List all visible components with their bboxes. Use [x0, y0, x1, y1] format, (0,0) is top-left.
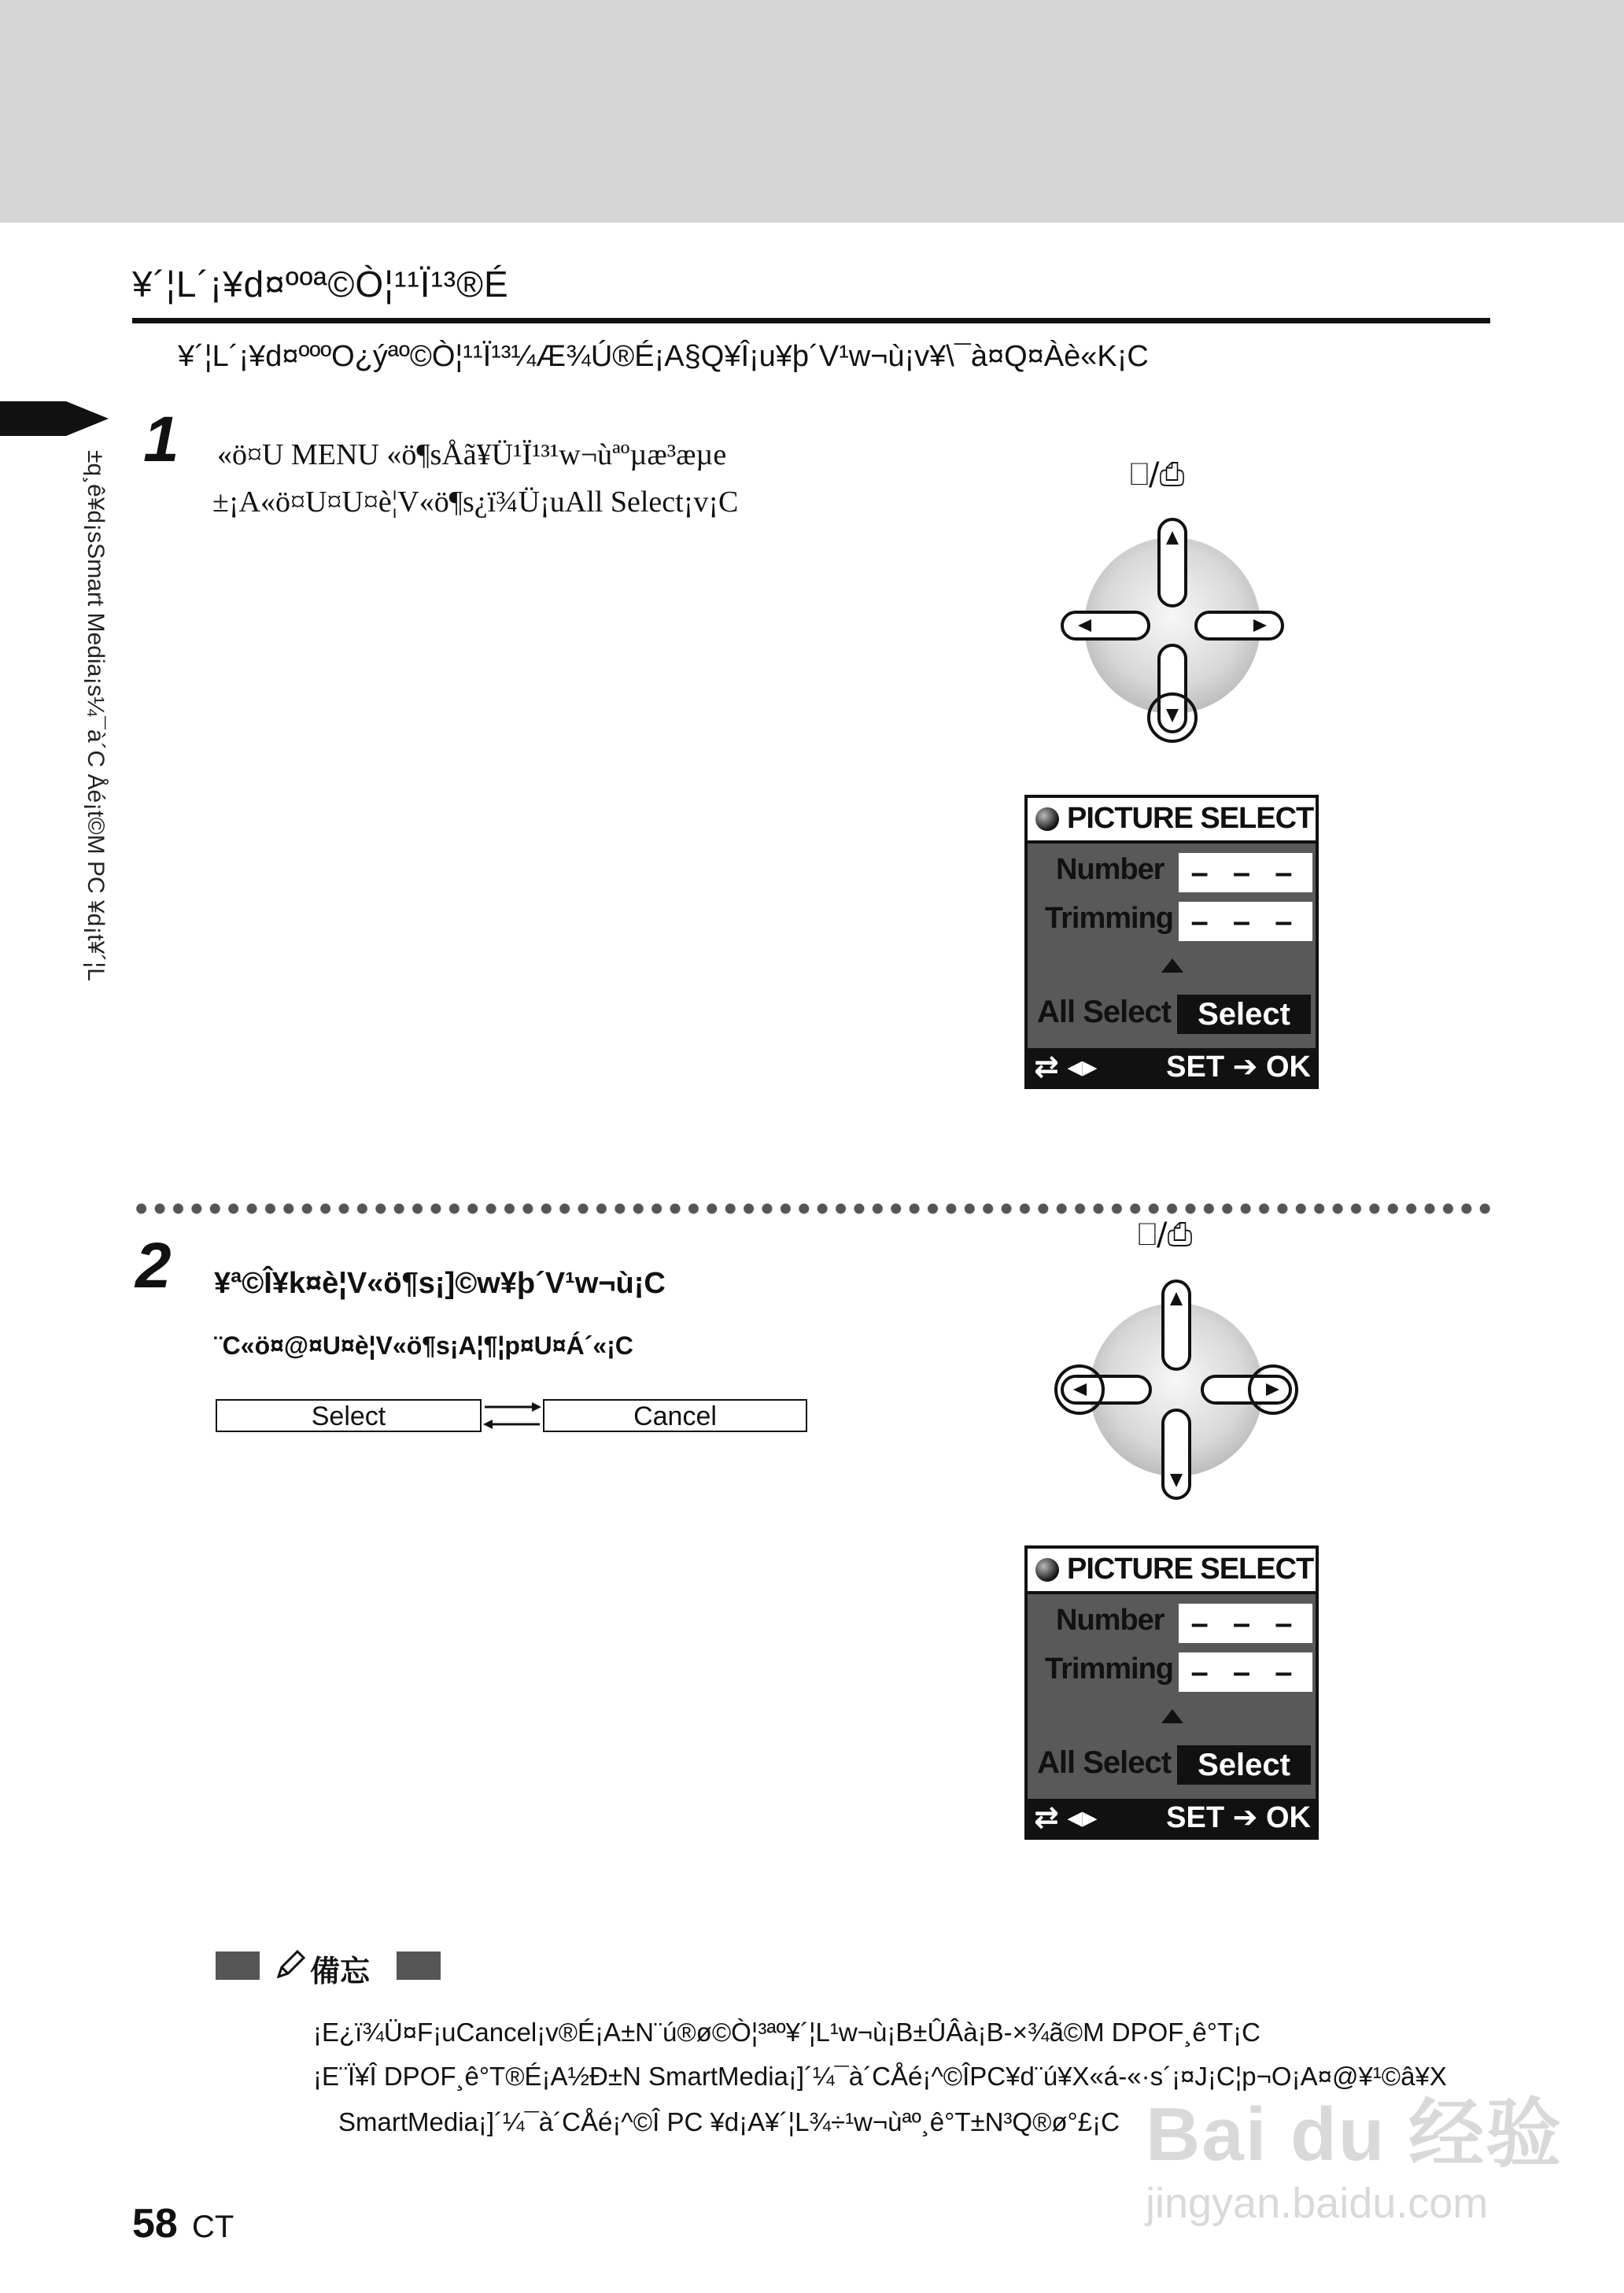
memo-line-2: ¡E¨Ï¥Î DPOF¸ê°T®É¡A½Ð±N SmartMedia¡]´¼¯à´CÅé¡^©ÎPC¥d¨ú¥X«á-«·s´¡¤J¡C¦p¬O¡A¤@¥¹©â¥X [313, 2062, 1447, 2091]
lcd-trimming-label: Trimming [1045, 902, 1174, 935]
lcd-select-button: Select [1177, 1745, 1311, 1785]
lcd-select-button: Select [1177, 995, 1311, 1034]
lcd-footer: ⇄ ◂▸ SET ➔ OK [1028, 1048, 1316, 1086]
lcd-trimming-value: – – – [1179, 1652, 1312, 1692]
step-2-number: 2 [135, 1230, 172, 1302]
chapter-label-text: ±q¸ê¥d¡sSmart Media¡s¼¯à´C Åé¡t©M PC ¥d¡t¥´¦L [83, 450, 109, 981]
section-divider [132, 1202, 1492, 1215]
step-2-line-2: ¨C«ö¤@¤U¤è¦V«ö¶s¡A¦¶¦p¤U¤Á´«¡C [214, 1331, 633, 1360]
lcd-all-select: All Select [1037, 1745, 1172, 1780]
up-arrow-icon [1161, 1709, 1183, 1723]
chapter-label [77, 450, 109, 1032]
playback-print-mode-icon: ⎕/⎙ [1130, 456, 1185, 493]
memo-line-3: SmartMedia¡]´¼¯à´CÅé¡^©Î PC ¥d¡A¥´¦L¾÷¹w¬ùªº¸ê°T±N³Q®ø°£¡C [338, 2107, 1120, 2136]
playback-print-mode-icon: ⎕/⎙ [1138, 1217, 1193, 1253]
pencil-icon [272, 1947, 307, 1983]
flow-cancel-box: Cancel [543, 1399, 807, 1432]
lcd-header: PICTURE SELECT [1028, 798, 1316, 844]
lcd-footer: ⇄ ◂▸ SET ➔ OK [1028, 1799, 1316, 1837]
intro-text: ¥´¦L´¡¥d¤ºººO¿ýªº©Ò¦¹¹Ï¹³¼Æ¾Ú®É¡A§Q¥Î¡u¥þ´V¹w¬ù¡v¥\¯à¤Q¤Àè«K¡C [178, 340, 1149, 373]
page-number: 58 [132, 2201, 178, 2247]
memo-label: 備忘 [310, 1955, 371, 1988]
flow-select-box: Select [216, 1399, 482, 1432]
step-1-number: 1 [143, 404, 179, 475]
lcd-number-label: Number [1056, 853, 1164, 886]
lcd-picture-select-2 [1024, 1545, 1319, 1840]
lcd-trimming-value: – – – [1179, 902, 1312, 941]
step-1-line-1: «ö¤U MENU «ö¶sÅã¥Ü¹Ï¹³¹w¬ùªºµæ³æµe [217, 438, 727, 471]
watermark-logo: Bai du 经验 [1146, 2092, 1563, 2177]
dpad-down-diagram [1054, 511, 1290, 755]
dpad-left-right-diagram [1046, 1273, 1306, 1509]
lcd-number-value: – – – [1179, 1604, 1312, 1643]
step-1-line-2: ±¡A«ö¤U¤U¤è¦V«ö¶s¿ï¾Ü¡uAll Select¡v¡C [212, 486, 739, 519]
toggle-arrows-icon [482, 1396, 543, 1435]
lcd-trimming-label: Trimming [1045, 1652, 1174, 1686]
lcd-bullet-icon [1035, 1558, 1059, 1582]
baidu-watermark [1146, 2074, 1563, 2232]
lcd-header: PICTURE SELECT [1028, 1549, 1316, 1594]
lcd-number-value: – – – [1179, 853, 1312, 892]
lcd-number-label: Number [1056, 1604, 1164, 1637]
memo-line-1: ¡E¿ï¾Ü¤F¡uCancel¡v®É¡A±N¨ú®ø©Ò¦³ªº¥´¦L¹w¬ù¡B±ÛÂà¡B-×¾ã©M DPOF¸ê°T¡C [313, 2018, 1260, 2047]
title-rule [132, 318, 1490, 323]
lcd-bullet-icon [1035, 807, 1059, 831]
up-arrow-icon [1161, 958, 1183, 973]
watermark-url: jingyan.baidu.com [1146, 2180, 1489, 2227]
page-title: ¥´¦L´¡¥d¤ººª©Ò¦¹¹Ï¹³®É [132, 264, 509, 305]
step-2-line-1: ¥ª©Î¥k¤è¦V«ö¶s¡]©w¥þ´V¹w¬ù¡C [214, 1267, 666, 1300]
lcd-picture-select-1 [1024, 795, 1319, 1089]
header-band [0, 0, 1624, 223]
lcd-all-select: All Select [1037, 995, 1172, 1029]
page-suffix: CT [192, 2210, 234, 2244]
